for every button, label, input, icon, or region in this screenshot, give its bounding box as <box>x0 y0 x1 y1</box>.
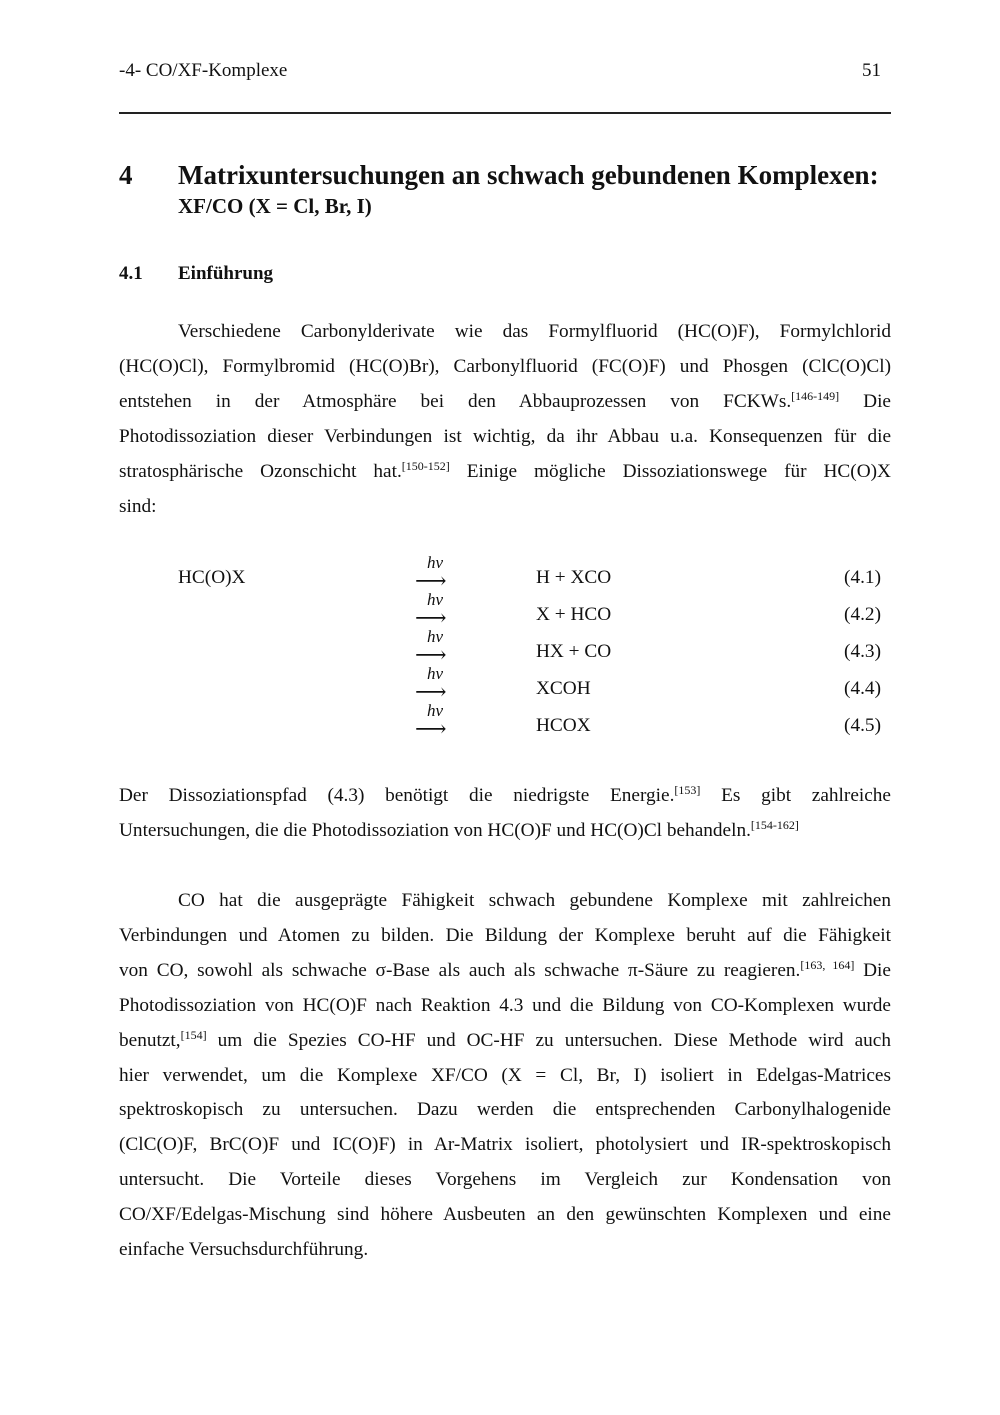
arrow-label: hν <box>427 627 444 646</box>
text-segment: einfache Versuchsdurchführung. <box>119 1239 369 1260</box>
text-line <box>119 1029 891 1053</box>
text-line <box>119 460 891 484</box>
text-segment: Verschiedene Carbonylderivate wie das Formylfluorid (HC(O)F), Formylchlorid <box>178 321 891 342</box>
text-segment: Einige mögliche Dissoziationswege für HC(O)X <box>449 460 891 482</box>
text-segment: Es gibt zahlreiche <box>700 785 891 806</box>
text-segment: (HC(O)Cl), Formylbromid (HC(O)Br), Carbonylfluorid (FC(O)F) und Phosgen (ClC(O)Cl) <box>119 355 891 377</box>
page-number: 51 <box>862 60 881 81</box>
citation: [153] <box>674 783 701 797</box>
text-segment: CO/XF/Edelgas-Mischung sind höhere Ausbeuten an den gewünschten Komplexen und eine <box>119 1204 891 1226</box>
citation: [146-149] <box>791 388 840 403</box>
arrow-label: hν <box>427 590 444 609</box>
text-line <box>119 1238 891 1262</box>
text-line <box>119 994 891 1018</box>
citation: [154-162] <box>750 817 799 832</box>
text-segment: Verbindungen und Atomen zu bilden. Die Bildung der Komplexe beruht auf die Fähigkeit <box>119 924 891 946</box>
text-line <box>178 889 891 913</box>
header-rule <box>119 112 891 114</box>
reaction-arrow-icon <box>415 664 457 704</box>
reaction-arrow-icon <box>415 553 457 593</box>
text-line <box>119 355 891 379</box>
text-line <box>178 320 891 344</box>
text-segment: CO hat die ausgeprägte Fähigkeit schwach gebundene Komplexe mit zahlreichen <box>178 890 891 911</box>
text-line <box>119 1098 891 1122</box>
citation: [163, 164] <box>800 957 855 972</box>
text-segment: von CO, sowohl als schwache σ-Base als auch als schwache π-Säure zu reagieren. <box>119 959 801 981</box>
equation-number: (4.1) <box>844 567 881 588</box>
arrow-glyph: ⟶ <box>415 605 447 630</box>
equation-number: (4.5) <box>844 715 881 736</box>
equation-number: (4.2) <box>844 604 881 625</box>
text-segment: spektroskopisch zu untersuchen. Dazu werden die entsprechenden Carbonylhalogenide <box>119 1099 891 1121</box>
text-segment: Untersuchungen, die die Photodissoziation von HC(O)F und HC(O)Cl behandeln. <box>119 819 751 841</box>
arrow-label: hν <box>427 664 444 683</box>
chapter-title: Matrixuntersuchungen an schwach gebundenen Komplexen: <box>178 160 879 190</box>
arrow-glyph: ⟶ <box>415 568 447 593</box>
reaction-arrow-icon <box>415 701 457 741</box>
text-line <box>119 1064 891 1088</box>
citation: [150-152] <box>401 458 450 473</box>
text-line <box>119 924 891 948</box>
text-segment: Photodissoziation von HC(O)F nach Reaktion 4.3 und die Bildung von CO-Komplexen wurde <box>119 994 891 1016</box>
text-segment: Die <box>854 959 891 981</box>
text-line <box>119 959 891 983</box>
reaction-arrow-icon <box>415 590 457 630</box>
chapter-number: 4 <box>119 160 133 190</box>
text-segment: stratosphärische Ozonschicht hat. <box>119 460 402 482</box>
reaction-products: XCOH <box>536 678 591 699</box>
arrow-glyph: ⟶ <box>415 679 447 704</box>
text-line <box>119 425 891 449</box>
text-line <box>119 819 891 843</box>
text-line <box>119 390 891 414</box>
text-segment: benutzt, <box>119 1029 181 1051</box>
reaction-products: H + XCO <box>536 567 612 588</box>
text-line <box>119 495 891 519</box>
arrow-label: hν <box>427 701 444 720</box>
reaction-arrow-icon <box>415 627 457 667</box>
arrow-label: hν <box>427 553 444 572</box>
reaction-products: HX + CO <box>536 641 612 662</box>
running-header-chapter: -4- CO/XF-Komplexe <box>119 60 288 81</box>
text-segment: untersucht. Die Vorteile dieses Vorgehens im Vergleich zur Kondensation von <box>119 1169 891 1191</box>
text-line <box>119 1203 891 1227</box>
text-segment: entstehen in der Atmosphäre bei den Abbauprozessen von FCKWs. <box>119 390 792 412</box>
reaction-products: HCOX <box>536 715 591 736</box>
citation: [154] <box>180 1027 207 1042</box>
text-segment: (ClC(O)F, BrC(O)F und IC(O)F) in Ar-Matrix isoliert, photolysiert und IR-spektroskopisch <box>119 1134 891 1156</box>
text-line <box>119 784 891 808</box>
equation-number: (4.3) <box>844 641 881 662</box>
chapter-subtitle: XF/CO (X = Cl, Br, I) <box>178 194 372 218</box>
section-number: 4.1 <box>119 263 143 284</box>
section-title: Einführung <box>178 263 274 284</box>
text-segment: um die Spezies CO-HF und OC-HF zu untersuchen. Diese Methode wird auch <box>206 1029 891 1051</box>
text-segment: hier verwendet, um die Komplexe XF/CO (X = Cl, Br, I) isoliert in Edelgas-Matrices <box>119 1064 891 1086</box>
equation-number: (4.4) <box>844 678 881 699</box>
text-segment: sind: <box>119 495 157 517</box>
text-line <box>119 1168 891 1192</box>
text-segment: Die <box>839 390 891 412</box>
reactant: HC(O)X <box>178 567 246 588</box>
arrow-glyph: ⟶ <box>415 642 447 667</box>
arrow-glyph: ⟶ <box>415 716 447 741</box>
reaction-products: X + HCO <box>536 604 612 625</box>
text-segment: Der Dissoziationspfad (4.3) benötigt die niedrigste Energie. <box>119 785 675 806</box>
text-line <box>119 1133 891 1157</box>
text-segment: Photodissoziation dieser Verbindungen ist wichtig, da ihr Abbau u.a. Konsequenzen für die <box>119 425 891 447</box>
